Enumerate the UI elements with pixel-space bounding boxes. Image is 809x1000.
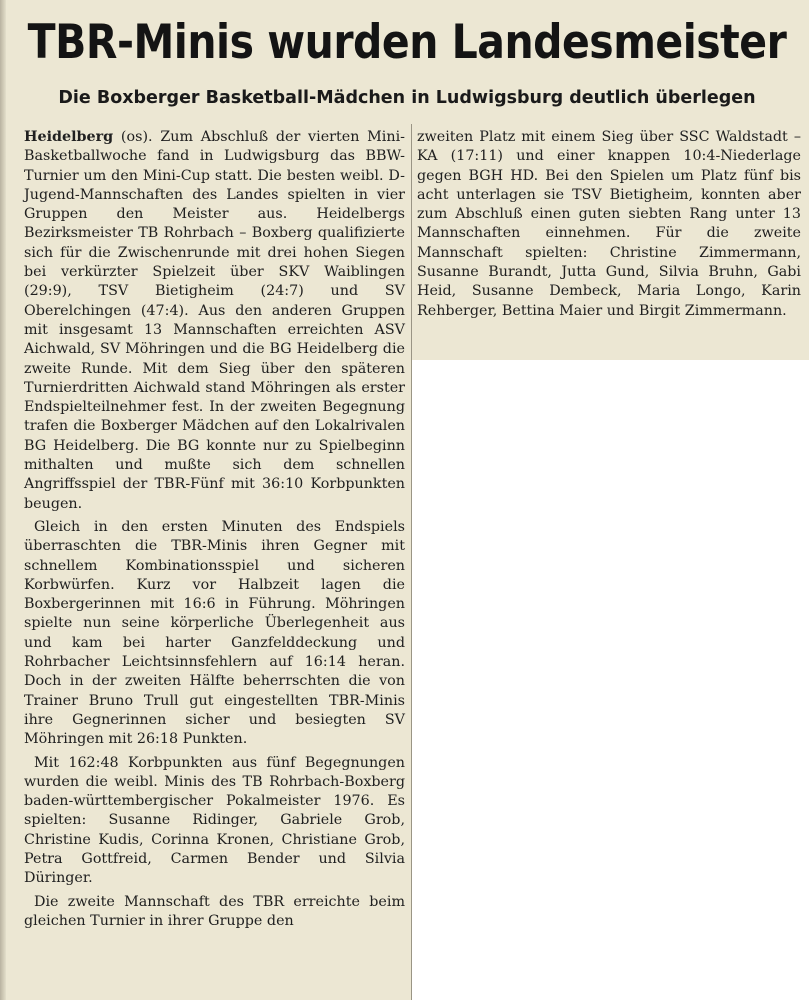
article-paragraph-1: [24, 128, 405, 514]
article-column-right: [417, 128, 801, 321]
article-paragraph-4-continued: zweiten Platz mit einem Sieg über SSC Waldstadt – KA (17:11) und einer knappen 10:4-Niederlage gegen BGH HD. Bei den Spielen um Platz fünf bis acht unterlagen sie TSV Bietigheim, konnten aber zum Abschluß einen guten siebten Rang unter 13 Mannschaften einnehmen. Für die zweite Mannschaft spielten: Christine Zimmermann, Susanne Burandt, Jutta Gund, Silvia Bruhn, Gabi Heid, Susanne Dembeck, Maria Longo, Karin Rehberger, Bettina Maier und Birgit Zimmermann.: [417, 129, 801, 319]
article-subheadline: Die Boxberger Basketball-Mädchen in Ludwigsburg deutlich überlegen: [58, 88, 756, 108]
column-divider: [411, 124, 412, 1000]
paragraph-1-text: (os). Zum Abschluß der vierten Mini-Basketballwoche fand in Ludwigsburg das BBW-Turnier um den Mini-Cup statt. Die besten weibl. D-Jugend-Mannschaften des Landes spielten in vier Gruppen den Meister aus. Heidelbergs Bezirksmeister TB Rohrbach – Boxberg qualifizierte sich für die Zwischenrunde mit drei hohen Siegen bei verkürzter Spielzeit über SKV Waiblingen (29:9), TSV Bietigheim (24:7) und SV Oberelchingen (47:4). Aus den anderen Gruppen mit insgesamt 13 Mannschaften erreichten ASV Aichwald, SV Möhringen und die BG Heidelberg die zweite Runde. Mit dem Sieg über den späteren Turnierdritten Aichwald stand Möhringen als erster Endspielteilnehmer fest. In der zweiten Begegnung trafen die Boxberger Mädchen auf den Lokalrivalen BG Heidelberg. Die BG konnte nur zu Spielbeginn mithalten und mußte sich dem schnellen Angriffsspiel der TBR-Fünf mit 36:10 Korbpunkten beugen.: [24, 129, 405, 512]
dateline: Heidelberg: [24, 129, 114, 145]
paper-edge: [0, 0, 6, 1000]
article-paragraph-3: Mit 162:48 Korbpunkten aus fünf Begegnungen wurden die weibl. Minis des TB Rohrbach-Boxberg baden-württembergischer Pokalmeister 1976. Es spielten: Susanne Ridinger, Gabriele Grob, Christine Kudis, Corinna Kronen, Christiane Grob, Petra Gottfreid, Carmen Bender und Silvia Düringer.: [24, 754, 405, 887]
article-paragraph-2: Gleich in den ersten Minuten des Endspiels überraschten die TBR-Minis ihren Gegner mit schnellem Kombinationsspiel und sicheren Korbwürfen. Kurz vor Halbzeit lagen die Boxbergerinnen mit 16:6 in Führung. Möhringen spielte nun seine körperliche Überlegenheit aus und kam bei harter Ganzfelddeckung und Rohrbacher Leichtsinnsfehlern auf 16:14 heran. Doch in der zweiten Hälfte beherrschten die von Trainer Bruno Trull gut eingestellten TBR-Minis ihre Gegnerinnen sicher und besiegten SV Möhringen mit 26:18 Punkten.: [24, 518, 405, 748]
article-paragraph-4: Die zweite Mannschaft des TBR erreichte beim gleichen Turnier in ihrer Gruppe den: [24, 893, 405, 929]
article-column-left: [24, 128, 405, 931]
article-headline: TBR-Minis wurden Landesmeister: [27, 14, 787, 70]
